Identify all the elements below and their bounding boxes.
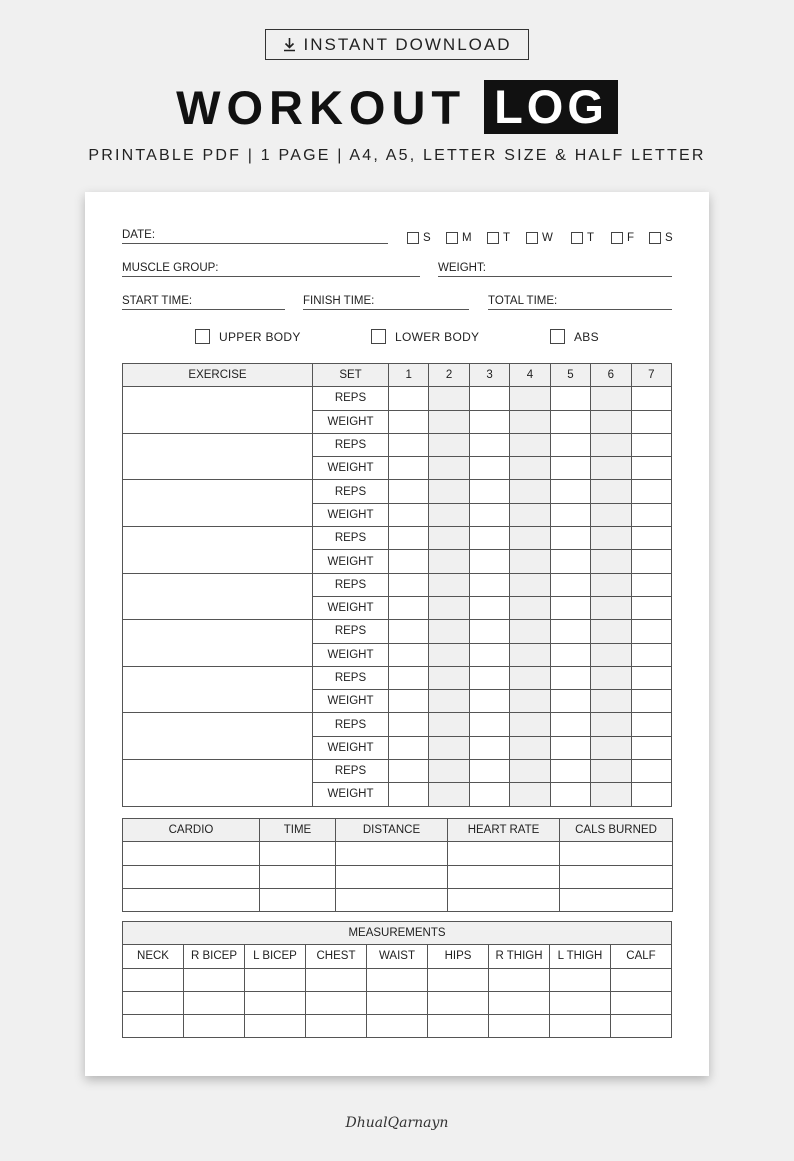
row-type-label: REPS — [313, 620, 389, 643]
muscle-group-label: MUSCLE GROUP: — [122, 262, 219, 274]
row-type-label: REPS — [313, 573, 389, 596]
title-log: LOG — [484, 80, 618, 134]
set-entry-cell[interactable] — [469, 410, 509, 433]
set-entry-cell[interactable] — [469, 573, 509, 596]
exercise-name-cell[interactable] — [123, 433, 313, 480]
set-entry-cell[interactable] — [550, 760, 590, 783]
cardio-header: HEART RATE — [448, 819, 560, 842]
set-entry-cell[interactable] — [429, 410, 469, 433]
measurement-entry-cell[interactable] — [245, 1015, 306, 1038]
cardio-entry-cell[interactable] — [448, 842, 560, 865]
set-entry-cell[interactable] — [631, 760, 671, 783]
set-entry-cell[interactable] — [510, 690, 550, 713]
set-entry-cell[interactable] — [389, 713, 429, 736]
measurements-header-row — [123, 945, 672, 968]
measurement-entry-cell[interactable] — [123, 991, 184, 1014]
measurement-row — [123, 968, 672, 991]
set-entry-cell[interactable] — [510, 713, 550, 736]
set-entry-cell[interactable] — [591, 620, 631, 643]
start-time-label: START TIME: — [122, 295, 193, 307]
day-option[interactable] — [649, 232, 673, 244]
set-entry-cell[interactable] — [429, 760, 469, 783]
day-option[interactable] — [446, 232, 472, 244]
day-label: S — [665, 232, 673, 244]
set-entry-cell[interactable] — [469, 387, 509, 410]
set-entry-cell[interactable] — [631, 550, 671, 573]
row-type-label: WEIGHT — [313, 410, 389, 433]
set-entry-cell[interactable] — [631, 736, 671, 759]
cardio-entry-cell[interactable] — [123, 888, 260, 911]
cardio-header: CALS BURNED — [560, 819, 673, 842]
set-entry-cell[interactable] — [389, 666, 429, 689]
measurement-entry-cell[interactable] — [306, 1015, 367, 1038]
set-entry-cell[interactable] — [591, 643, 631, 666]
exercise-row — [123, 666, 672, 689]
set-entry-cell[interactable] — [429, 573, 469, 596]
cardio-entry-cell[interactable] — [260, 842, 336, 865]
day-checkbox[interactable] — [571, 232, 583, 244]
measurement-entry-cell[interactable] — [367, 968, 428, 991]
measurement-entry-cell[interactable] — [306, 991, 367, 1014]
cardio-header: TIME — [260, 819, 336, 842]
day-label: T — [503, 232, 511, 244]
set-entry-cell[interactable] — [550, 550, 590, 573]
measurement-entry-cell[interactable] — [367, 991, 428, 1014]
row-type-label: REPS — [313, 433, 389, 456]
exercise-header: EXERCISE — [123, 364, 313, 387]
set-entry-cell[interactable] — [550, 783, 590, 806]
set-entry-cell[interactable] — [591, 573, 631, 596]
measurement-entry-cell[interactable] — [123, 968, 184, 991]
set-entry-cell[interactable] — [631, 387, 671, 410]
set-entry-cell[interactable] — [469, 433, 509, 456]
set-entry-cell[interactable] — [510, 736, 550, 759]
set-entry-cell[interactable] — [510, 387, 550, 410]
set-entry-cell[interactable] — [429, 480, 469, 503]
exercise-row — [123, 760, 672, 783]
set-entry-cell[interactable] — [550, 480, 590, 503]
set-entry-cell[interactable] — [591, 527, 631, 550]
weight-label: WEIGHT: — [438, 262, 486, 274]
set-entry-cell[interactable] — [591, 433, 631, 456]
cardio-entry-cell[interactable] — [260, 888, 336, 911]
set-entry-cell[interactable] — [510, 760, 550, 783]
title-workout: WORKOUT — [176, 80, 467, 134]
set-entry-cell[interactable] — [469, 783, 509, 806]
set-entry-cell[interactable] — [469, 550, 509, 573]
set-entry-cell[interactable] — [550, 457, 590, 480]
exercise-name-cell[interactable] — [123, 387, 313, 434]
lower-body-checkbox[interactable] — [371, 329, 386, 344]
set-entry-cell[interactable] — [429, 596, 469, 619]
exercise-header-row — [123, 364, 672, 387]
exercise-row — [123, 713, 672, 736]
cardio-row — [123, 888, 673, 911]
set-entry-cell[interactable] — [389, 433, 429, 456]
measurement-entry-cell[interactable] — [184, 991, 245, 1014]
set-entry-cell[interactable] — [429, 503, 469, 526]
measurement-entry-cell[interactable] — [550, 968, 611, 991]
measurement-header: NECK — [123, 945, 184, 968]
set-entry-cell[interactable] — [469, 480, 509, 503]
set-entry-cell[interactable] — [631, 480, 671, 503]
measurement-header: CALF — [611, 945, 672, 968]
subtitle: PRINTABLE PDF | 1 PAGE | A4, A5, LETTER SIZE & HALF LETTER — [88, 147, 706, 164]
row-type-label: WEIGHT — [313, 457, 389, 480]
set-entry-cell[interactable] — [591, 457, 631, 480]
set-entry-cell[interactable] — [550, 666, 590, 689]
measurement-entry-cell[interactable] — [550, 991, 611, 1014]
cardio-entry-cell[interactable] — [448, 865, 560, 888]
exercise-row — [123, 527, 672, 550]
set-entry-cell[interactable] — [550, 573, 590, 596]
set-entry-cell[interactable] — [591, 736, 631, 759]
set-entry-cell[interactable] — [591, 690, 631, 713]
set-entry-cell[interactable] — [469, 527, 509, 550]
set-entry-cell[interactable] — [591, 410, 631, 433]
set-entry-cell[interactable] — [591, 783, 631, 806]
set-entry-cell[interactable] — [591, 596, 631, 619]
set-entry-cell[interactable] — [550, 690, 590, 713]
signature-logo: DhualQarnayn — [345, 1115, 449, 1131]
day-label: S — [423, 232, 431, 244]
set-entry-cell[interactable] — [510, 643, 550, 666]
set-entry-cell[interactable] — [631, 433, 671, 456]
start-time-field[interactable] — [122, 294, 285, 310]
set-entry-cell[interactable] — [510, 457, 550, 480]
day-checkbox[interactable] — [526, 232, 538, 244]
day-label: M — [462, 232, 472, 244]
set-entry-cell[interactable] — [591, 480, 631, 503]
cardio-entry-cell[interactable] — [560, 888, 673, 911]
exercise-name-cell[interactable] — [123, 527, 313, 574]
row-type-label: WEIGHT — [313, 643, 389, 666]
set-entry-cell[interactable] — [469, 666, 509, 689]
set-entry-cell[interactable] — [429, 736, 469, 759]
cardio-entry-cell[interactable] — [336, 888, 448, 911]
set-entry-cell[interactable] — [510, 503, 550, 526]
set-entry-cell[interactable] — [631, 643, 671, 666]
exercise-row — [123, 387, 672, 410]
cardio-entry-cell[interactable] — [123, 842, 260, 865]
set-number-header: 1 — [389, 364, 429, 387]
upper-body-option[interactable] — [195, 329, 301, 344]
set-entry-cell[interactable] — [591, 666, 631, 689]
measurements-title-row — [123, 922, 672, 945]
set-entry-cell[interactable] — [591, 550, 631, 573]
weight-field[interactable] — [438, 261, 672, 277]
measurement-row — [123, 1015, 672, 1038]
row-type-label: WEIGHT — [313, 550, 389, 573]
set-entry-cell[interactable] — [389, 760, 429, 783]
workout-sheet — [85, 192, 709, 1076]
set-entry-cell[interactable] — [469, 736, 509, 759]
set-number-header: 6 — [591, 364, 631, 387]
set-entry-cell[interactable] — [429, 620, 469, 643]
measurement-entry-cell[interactable] — [184, 1015, 245, 1038]
exercise-name-cell[interactable] — [123, 573, 313, 620]
set-entry-cell[interactable] — [550, 433, 590, 456]
day-checkbox[interactable] — [407, 232, 419, 244]
set-entry-cell[interactable] — [429, 783, 469, 806]
measurements-table — [122, 921, 672, 1038]
set-entry-cell[interactable] — [631, 713, 671, 736]
set-entry-cell[interactable] — [631, 573, 671, 596]
day-label: T — [587, 232, 595, 244]
set-entry-cell[interactable] — [429, 457, 469, 480]
set-entry-cell[interactable] — [510, 433, 550, 456]
set-entry-cell[interactable] — [469, 503, 509, 526]
cardio-entry-cell[interactable] — [260, 865, 336, 888]
row-type-label: REPS — [313, 760, 389, 783]
set-entry-cell[interactable] — [389, 550, 429, 573]
set-entry-cell[interactable] — [510, 596, 550, 619]
set-entry-cell[interactable] — [550, 410, 590, 433]
measurement-header: WAIST — [367, 945, 428, 968]
cardio-table — [122, 818, 673, 912]
set-entry-cell[interactable] — [469, 760, 509, 783]
set-entry-cell[interactable] — [510, 410, 550, 433]
set-entry-cell[interactable] — [429, 643, 469, 666]
set-entry-cell[interactable] — [631, 503, 671, 526]
set-entry-cell[interactable] — [550, 387, 590, 410]
cardio-entry-cell[interactable] — [336, 865, 448, 888]
set-entry-cell[interactable] — [591, 713, 631, 736]
muscle-group-field[interactable] — [122, 261, 420, 277]
cardio-entry-cell[interactable] — [560, 842, 673, 865]
set-entry-cell[interactable] — [510, 573, 550, 596]
finish-time-label: FINISH TIME: — [303, 295, 375, 307]
set-entry-cell[interactable] — [389, 573, 429, 596]
set-entry-cell[interactable] — [631, 527, 671, 550]
cardio-row — [123, 865, 673, 888]
measurement-entry-cell[interactable] — [245, 991, 306, 1014]
set-entry-cell[interactable] — [550, 527, 590, 550]
set-entry-cell[interactable] — [389, 620, 429, 643]
set-entry-cell[interactable] — [550, 620, 590, 643]
measurement-entry-cell[interactable] — [489, 968, 550, 991]
cardio-entry-cell[interactable] — [123, 865, 260, 888]
day-checkbox[interactable] — [611, 232, 623, 244]
set-entry-cell[interactable] — [510, 550, 550, 573]
set-entry-cell[interactable] — [389, 736, 429, 759]
set-header: SET — [313, 364, 389, 387]
set-entry-cell[interactable] — [510, 666, 550, 689]
row-type-label: REPS — [313, 713, 389, 736]
measurement-entry-cell[interactable] — [184, 968, 245, 991]
set-entry-cell[interactable] — [389, 410, 429, 433]
day-option[interactable] — [407, 232, 431, 244]
set-entry-cell[interactable] — [389, 690, 429, 713]
abs-option[interactable] — [550, 329, 599, 344]
exercise-name-cell[interactable] — [123, 666, 313, 713]
row-type-label: WEIGHT — [313, 736, 389, 759]
measurement-header: L BICEP — [245, 945, 306, 968]
measurement-entry-cell[interactable] — [245, 968, 306, 991]
abs-label: ABS — [574, 329, 599, 344]
measurement-entry-cell[interactable] — [428, 1015, 489, 1038]
measurement-entry-cell[interactable] — [611, 968, 672, 991]
set-entry-cell[interactable] — [510, 527, 550, 550]
measurement-entry-cell[interactable] — [367, 1015, 428, 1038]
exercise-name-cell[interactable] — [123, 620, 313, 667]
set-entry-cell[interactable] — [469, 690, 509, 713]
set-entry-cell[interactable] — [429, 713, 469, 736]
cardio-entry-cell[interactable] — [336, 842, 448, 865]
set-entry-cell[interactable] — [389, 643, 429, 666]
measurement-entry-cell[interactable] — [123, 1015, 184, 1038]
upper-body-checkbox[interactable] — [195, 329, 210, 344]
row-type-label: WEIGHT — [313, 783, 389, 806]
set-entry-cell[interactable] — [510, 480, 550, 503]
cardio-row — [123, 842, 673, 865]
row-type-label: REPS — [313, 527, 389, 550]
day-option[interactable] — [611, 232, 634, 244]
total-time-field[interactable] — [488, 294, 672, 310]
row-type-label: WEIGHT — [313, 690, 389, 713]
set-entry-cell[interactable] — [550, 503, 590, 526]
set-entry-cell[interactable] — [631, 457, 671, 480]
measurement-entry-cell[interactable] — [489, 991, 550, 1014]
cardio-header: CARDIO — [123, 819, 260, 842]
set-entry-cell[interactable] — [591, 760, 631, 783]
badge-label: INSTANT DOWNLOAD — [303, 34, 512, 54]
measurements-title: MEASUREMENTS — [123, 922, 672, 945]
measurement-entry-cell[interactable] — [428, 968, 489, 991]
exercise-row — [123, 480, 672, 503]
set-entry-cell[interactable] — [469, 457, 509, 480]
cardio-entry-cell[interactable] — [560, 865, 673, 888]
set-entry-cell[interactable] — [389, 783, 429, 806]
measurement-entry-cell[interactable] — [550, 1015, 611, 1038]
set-entry-cell[interactable] — [550, 736, 590, 759]
total-time-label: TOTAL TIME: — [488, 295, 558, 307]
day-label: W — [542, 232, 553, 244]
set-number-header: 7 — [631, 364, 671, 387]
set-entry-cell[interactable] — [429, 666, 469, 689]
set-entry-cell[interactable] — [631, 410, 671, 433]
measurement-header: CHEST — [306, 945, 367, 968]
exercise-name-cell[interactable] — [123, 760, 313, 807]
set-entry-cell[interactable] — [429, 690, 469, 713]
set-entry-cell[interactable] — [389, 596, 429, 619]
set-entry-cell[interactable] — [389, 503, 429, 526]
exercise-row — [123, 620, 672, 643]
set-entry-cell[interactable] — [631, 620, 671, 643]
lower-body-label: LOWER BODY — [395, 329, 480, 344]
set-entry-cell[interactable] — [429, 387, 469, 410]
measurement-entry-cell[interactable] — [611, 1015, 672, 1038]
exercise-name-cell[interactable] — [123, 480, 313, 527]
set-entry-cell[interactable] — [429, 527, 469, 550]
day-option[interactable] — [526, 232, 553, 244]
set-entry-cell[interactable] — [550, 643, 590, 666]
measurement-header: R THIGH — [489, 945, 550, 968]
lower-body-option[interactable] — [371, 329, 479, 344]
row-type-label: REPS — [313, 480, 389, 503]
set-entry-cell[interactable] — [591, 387, 631, 410]
set-entry-cell[interactable] — [469, 596, 509, 619]
set-entry-cell[interactable] — [429, 433, 469, 456]
measurement-entry-cell[interactable] — [489, 1015, 550, 1038]
date-label: DATE: — [122, 229, 156, 241]
day-checkbox[interactable] — [487, 232, 499, 244]
measurement-row — [123, 991, 672, 1014]
set-entry-cell[interactable] — [510, 620, 550, 643]
set-entry-cell[interactable] — [389, 457, 429, 480]
set-entry-cell[interactable] — [550, 596, 590, 619]
row-type-label: WEIGHT — [313, 596, 389, 619]
exercise-row — [123, 433, 672, 456]
measurement-header: L THIGH — [550, 945, 611, 968]
set-number-header: 3 — [469, 364, 509, 387]
measurement-entry-cell[interactable] — [428, 991, 489, 1014]
set-entry-cell[interactable] — [631, 783, 671, 806]
page-title — [0, 80, 794, 134]
abs-checkbox[interactable] — [550, 329, 565, 344]
finish-time-field[interactable] — [303, 294, 469, 310]
exercise-row — [123, 573, 672, 596]
measurement-header: HIPS — [428, 945, 489, 968]
day-checkbox[interactable] — [649, 232, 661, 244]
set-entry-cell[interactable] — [510, 783, 550, 806]
set-number-header: 5 — [550, 364, 590, 387]
set-entry-cell[interactable] — [469, 620, 509, 643]
set-entry-cell[interactable] — [550, 713, 590, 736]
download-icon — [283, 37, 296, 52]
measurement-entry-cell[interactable] — [306, 968, 367, 991]
set-entry-cell[interactable] — [631, 666, 671, 689]
cardio-header: DISTANCE — [336, 819, 448, 842]
cardio-header-row — [123, 819, 673, 842]
day-option[interactable] — [487, 232, 510, 244]
row-type-label: REPS — [313, 666, 389, 689]
day-option[interactable] — [571, 232, 594, 244]
day-checkbox[interactable] — [446, 232, 458, 244]
cardio-entry-cell[interactable] — [448, 888, 560, 911]
row-type-label: WEIGHT — [313, 503, 389, 526]
set-entry-cell[interactable] — [631, 690, 671, 713]
set-entry-cell[interactable] — [469, 643, 509, 666]
set-entry-cell[interactable] — [631, 596, 671, 619]
exercise-name-cell[interactable] — [123, 713, 313, 760]
set-entry-cell[interactable] — [389, 480, 429, 503]
upper-body-label: UPPER BODY — [219, 329, 301, 344]
set-entry-cell[interactable] — [389, 527, 429, 550]
instant-download-badge — [265, 29, 529, 60]
set-entry-cell[interactable] — [429, 550, 469, 573]
row-type-label: REPS — [313, 387, 389, 410]
set-entry-cell[interactable] — [389, 387, 429, 410]
measurement-header: R BICEP — [184, 945, 245, 968]
exercise-table — [122, 363, 672, 807]
set-number-header: 4 — [510, 364, 550, 387]
date-field[interactable] — [122, 228, 388, 244]
set-number-header: 2 — [429, 364, 469, 387]
set-entry-cell[interactable] — [591, 503, 631, 526]
set-entry-cell[interactable] — [469, 713, 509, 736]
day-label: F — [627, 232, 635, 244]
measurement-entry-cell[interactable] — [611, 991, 672, 1014]
